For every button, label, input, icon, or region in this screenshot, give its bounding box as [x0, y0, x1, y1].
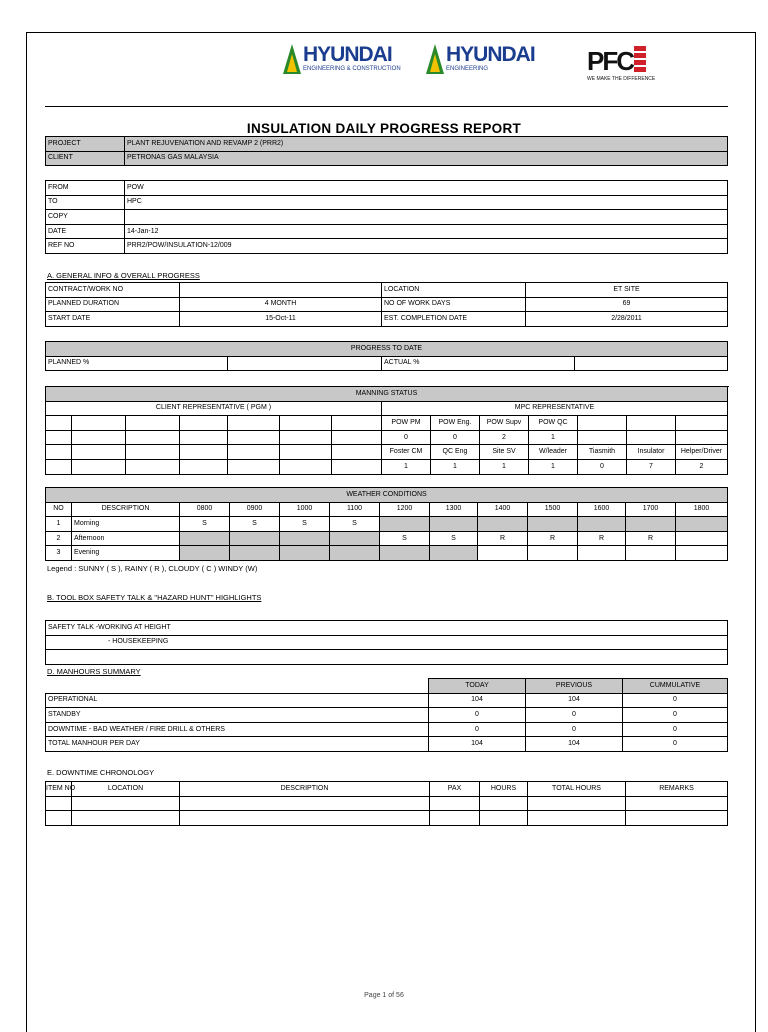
- pfc-tagline: WE MAKE THE DIFFERENCE: [587, 76, 656, 82]
- mpc-rep-label: MPC REPRESENTATIVE: [382, 401, 728, 416]
- client-rep-label: CLIENT REPRESENTATIVE ( PGM ): [46, 401, 382, 416]
- table-row: [46, 239, 728, 254]
- weather-cell: [180, 546, 230, 561]
- table-row: [46, 782, 728, 797]
- downtime-col-header: HOURS: [480, 782, 528, 797]
- manning-count: 7: [627, 459, 676, 474]
- hyundai-logo-name: HYUNDAI: [303, 43, 392, 66]
- weather-row-no: 3: [46, 546, 72, 561]
- safety-talk-line: - HOUSEKEEPING: [46, 635, 728, 650]
- safety-talk-line: SAFETY TALK -WORKING AT HEIGHT: [46, 621, 728, 636]
- table-row: [46, 387, 728, 402]
- section-b-title: B. TOOL BOX SAFETY TALK & "HAZARD HUNT" HIGHLIGHTS: [47, 593, 262, 602]
- work-days-value: 69: [526, 297, 728, 312]
- weather-cell: [430, 546, 478, 561]
- manning-role: W/leader: [529, 445, 578, 460]
- manning-role: POW PM: [382, 416, 431, 431]
- manhours-table: [45, 678, 728, 752]
- table-row: [46, 356, 728, 371]
- table-row: [46, 430, 728, 445]
- manhours-col-header: PREVIOUS: [526, 679, 623, 694]
- table-row: [46, 517, 728, 532]
- manning-role: Tiasmith: [578, 445, 627, 460]
- hour-label: 1500: [528, 502, 578, 517]
- downtime-col-header: DESCRIPTION: [180, 782, 430, 797]
- table-row: [46, 181, 728, 196]
- downtime-table: [45, 781, 728, 826]
- weather-cell: [380, 517, 430, 532]
- completion-date-label: EST. COMPLETION DATE: [382, 312, 526, 327]
- weather-row-no: 2: [46, 531, 72, 546]
- manning-role: QC Eng: [431, 445, 480, 460]
- manhours-col-header: CUMMULATIVE: [623, 679, 728, 694]
- table-row: [46, 401, 728, 416]
- hyundai-triangle-icon: [426, 44, 444, 74]
- manhours-value: 104: [429, 693, 526, 708]
- table-row: [46, 297, 728, 312]
- progress-table: [45, 341, 728, 371]
- manning-count: 1: [529, 430, 578, 445]
- project-value: PLANT REJUVENATION AND REVAMP 2 (PRR2): [125, 137, 728, 152]
- table-row: [46, 459, 728, 474]
- hyundai-eng-logo: [426, 44, 535, 74]
- hyundai-logo-sub: ENGINEERING: [446, 66, 489, 72]
- hour-label: 0900: [230, 502, 280, 517]
- weather-cell: S: [330, 517, 380, 532]
- weather-cell: [280, 531, 330, 546]
- table-row: [46, 416, 728, 431]
- hyundai-logo-sub: ENGINEERING & CONSTRUCTION: [303, 66, 401, 72]
- date-value: 14-Jan-12: [125, 224, 728, 239]
- manhours-value: 0: [623, 693, 728, 708]
- hour-label: 1800: [676, 502, 728, 517]
- table-row: [46, 546, 728, 561]
- table-row: [46, 635, 728, 650]
- section-e-title: E. DOWNTIME CHRONOLOGY: [47, 768, 155, 777]
- weather-cell: S: [230, 517, 280, 532]
- manning-role: Insulator: [627, 445, 676, 460]
- hyundai-logo-name: HYUNDAI: [446, 43, 535, 66]
- weather-legend: Legend : SUNNY ( S ), RAINY ( R ), CLOUDY ( C ) WINDY (W): [47, 564, 258, 573]
- routing-table: [45, 180, 728, 254]
- weather-cell: [280, 546, 330, 561]
- table-row: [46, 224, 728, 239]
- hyundai-triangle-icon: [283, 44, 301, 74]
- manhours-value: 104: [526, 693, 623, 708]
- hour-label: 1600: [578, 502, 626, 517]
- manning-count: 1: [431, 459, 480, 474]
- weather-cell: [478, 546, 528, 561]
- weather-cell: [180, 531, 230, 546]
- table-row: [46, 811, 728, 826]
- weather-cell: [478, 517, 528, 532]
- hour-label: 0800: [180, 502, 230, 517]
- weather-cell: [430, 517, 478, 532]
- actual-label: ACTUAL %: [382, 356, 575, 371]
- general-info-table: [45, 282, 728, 327]
- weather-cell: [330, 531, 380, 546]
- manning-count: 0: [431, 430, 480, 445]
- client-label: CLIENT: [46, 151, 125, 166]
- table-row: [46, 137, 728, 152]
- manning-role: POW Eng.: [431, 416, 480, 431]
- manning-role: Foster CM: [382, 445, 431, 460]
- weather-header: WEATHER CONDITIONS: [46, 488, 728, 503]
- weather-cell: S: [180, 517, 230, 532]
- table-row: [46, 708, 728, 723]
- start-date-label: START DATE: [46, 312, 180, 327]
- ref-no-label: REF NO: [46, 239, 125, 254]
- manhours-value: 0: [623, 722, 728, 737]
- location-value: ET SITE: [526, 283, 728, 298]
- table-row: [46, 283, 728, 298]
- table-row: [46, 650, 728, 665]
- manning-count: 2: [676, 459, 728, 474]
- completion-date-value: 2/28/2011: [526, 312, 728, 327]
- report-title: INSULATION DAILY PROGRESS REPORT: [246, 121, 522, 136]
- manning-role: Helper/Driver: [676, 445, 728, 460]
- manning-count: 1: [480, 459, 529, 474]
- project-table: [45, 136, 728, 166]
- weather-cell: [578, 517, 626, 532]
- pfc-logo-letters: PFC: [587, 46, 633, 76]
- table-row: [46, 502, 728, 517]
- copy-label: COPY: [46, 210, 125, 225]
- contract-label: CONTRACT/WORK NO: [46, 283, 180, 298]
- table-row: [46, 679, 728, 694]
- table-row: [46, 151, 728, 166]
- copy-value: [125, 210, 728, 225]
- planned-duration-label: PLANNED DURATION: [46, 297, 180, 312]
- manning-header: MANNING STATUS: [46, 387, 728, 402]
- downtime-col-header: REMARKS: [626, 782, 728, 797]
- downtime-col-header: TOTAL HOURS: [528, 782, 626, 797]
- weather-row-no: 1: [46, 517, 72, 532]
- section-a-title: A. GENERAL INFO & OVERALL PROGRESS: [47, 271, 200, 280]
- location-label: LOCATION: [382, 283, 526, 298]
- weather-row-desc: Morning: [72, 517, 180, 532]
- manhours-col-header: TODAY: [429, 679, 526, 694]
- project-label: PROJECT: [46, 137, 125, 152]
- from-value: POW: [125, 181, 728, 196]
- planned-duration-value: 4 MONTH: [180, 297, 382, 312]
- hour-label: 1300: [430, 502, 478, 517]
- section-d-title: D. MANHOURS SUMMARY: [47, 667, 141, 676]
- safety-talk-line: [46, 650, 728, 665]
- weather-cell: [626, 546, 676, 561]
- manhours-label: TOTAL MANHOUR PER DAY: [46, 737, 429, 752]
- downtime-col-header: LOCATION: [72, 782, 180, 797]
- manhours-value: 104: [526, 737, 623, 752]
- table-row: [46, 722, 728, 737]
- manhours-value: 0: [429, 722, 526, 737]
- to-label: TO: [46, 195, 125, 210]
- weather-cell: [380, 546, 430, 561]
- weather-cell: S: [280, 517, 330, 532]
- weather-cell: [676, 517, 728, 532]
- manhours-value: 0: [526, 708, 623, 723]
- weather-cell: [676, 531, 728, 546]
- weather-cell: [578, 546, 626, 561]
- weather-cell: [230, 531, 280, 546]
- weather-cell: [676, 546, 728, 561]
- planned-label: PLANNED %: [46, 356, 228, 371]
- weather-cell: S: [430, 531, 478, 546]
- table-row: [46, 210, 728, 225]
- hour-label: 1400: [478, 502, 528, 517]
- ref-no-value: PRR2/POW/INSULATION-12/009: [125, 239, 728, 254]
- manhours-value: 0: [623, 708, 728, 723]
- weather-cell: R: [478, 531, 528, 546]
- from-label: FROM: [46, 181, 125, 196]
- table-row: [46, 342, 728, 357]
- table-row: [46, 693, 728, 708]
- hyundai-ec-logo: [283, 44, 401, 74]
- weather-cell: [626, 517, 676, 532]
- date-label: DATE: [46, 224, 125, 239]
- weather-desc-label: DESCRIPTION: [72, 502, 180, 517]
- contract-value: [180, 283, 382, 298]
- weather-cell: [528, 546, 578, 561]
- manhours-label: STANDBY: [46, 708, 429, 723]
- hour-label: 1200: [380, 502, 430, 517]
- manhours-value: 0: [429, 708, 526, 723]
- manhours-value: 0: [623, 737, 728, 752]
- manning-count: 0: [578, 459, 627, 474]
- weather-no-label: NO: [46, 502, 72, 517]
- pfc-logo: [587, 46, 655, 82]
- planned-value: [228, 356, 382, 371]
- weather-cell: R: [528, 531, 578, 546]
- manning-count: 1: [529, 459, 578, 474]
- start-date-value: 15-Oct-11: [180, 312, 382, 327]
- table-row: [46, 488, 728, 503]
- progress-header: PROGRESS TO DATE: [46, 342, 728, 357]
- weather-row-desc: Afternoon: [72, 531, 180, 546]
- manning-role: POW QC: [529, 416, 578, 431]
- table-row: [46, 621, 728, 636]
- weather-cell: [330, 546, 380, 561]
- manning-count: 1: [382, 459, 431, 474]
- table-row: [46, 195, 728, 210]
- table-row: [46, 737, 728, 752]
- page-footer: Page 1 of 56: [364, 992, 404, 999]
- manhours-value: 0: [526, 722, 623, 737]
- to-value: HPC: [125, 195, 728, 210]
- weather-row-desc: Evening: [72, 546, 180, 561]
- hour-label: 1100: [330, 502, 380, 517]
- manning-count: 2: [480, 430, 529, 445]
- downtime-col-header: PAX: [430, 782, 480, 797]
- actual-value: [575, 356, 728, 371]
- downtime-col-header: ITEM NO: [46, 782, 72, 797]
- manning-table: [45, 386, 728, 475]
- manning-role: POW Supv: [480, 416, 529, 431]
- manhours-label: DOWNTIME - BAD WEATHER / FIRE DRILL & OTHERS: [46, 722, 429, 737]
- table-row: [46, 531, 728, 546]
- manning-role: Site SV: [480, 445, 529, 460]
- manhours-value: 104: [429, 737, 526, 752]
- weather-cell: [230, 546, 280, 561]
- header-divider: [45, 106, 728, 107]
- manning-count: 0: [382, 430, 431, 445]
- table-row: [46, 796, 728, 811]
- client-value: PETRONAS GAS MALAYSIA: [125, 151, 728, 166]
- weather-cell: R: [578, 531, 626, 546]
- weather-cell: R: [626, 531, 676, 546]
- work-days-label: NO OF WORK DAYS: [382, 297, 526, 312]
- table-row: [46, 312, 728, 327]
- manhours-label: OPERATIONAL: [46, 693, 429, 708]
- weather-table: [45, 487, 728, 561]
- pfc-bars-icon: [634, 46, 646, 72]
- safety-talk-table: [45, 620, 728, 665]
- hour-label: 1700: [626, 502, 676, 517]
- hour-label: 1000: [280, 502, 330, 517]
- weather-cell: [528, 517, 578, 532]
- table-row: [46, 445, 728, 460]
- weather-cell: S: [380, 531, 430, 546]
